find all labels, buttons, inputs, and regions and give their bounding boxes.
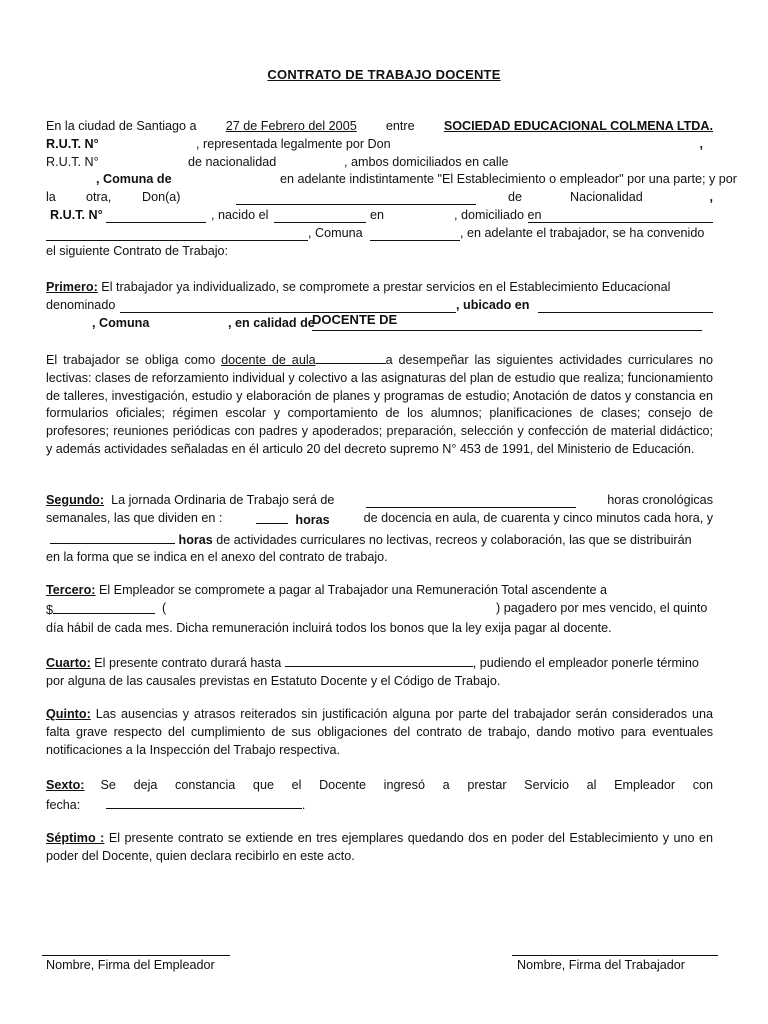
workday-text: La jornada Ordinaria de Trabajo será de [111,493,335,507]
hours-word: horas [295,512,330,527]
clause-tercero-heading: Tercero: [46,583,96,597]
birth-date-field[interactable] [274,209,366,223]
school-location-field[interactable] [538,299,713,313]
comma-mark: , [699,136,703,151]
non-teaching-hours-field[interactable] [50,530,175,544]
intro-paragraph [46,118,737,260]
establishment-text: en adelante indistintamente "El Establecimiento o empleador" por una parte; y por [280,172,737,187]
en-word: en [370,207,385,222]
worker-rut-field[interactable] [106,209,206,223]
teaching-hours-text: de docencia en aula, de cuarenta y cinco minutos cada hora, y [363,510,713,525]
hours-word-2: horas [178,532,213,547]
start-text: Se deja constancia que el Docente ingresó a prestar Servicio al Empleador con [100,778,713,792]
date-label: fecha: [46,797,81,812]
worker-intro-text: , en adelante el trabajador, se ha convenido [460,225,705,240]
subject-field[interactable] [312,317,702,331]
role-blank[interactable] [316,350,386,364]
clause-cuarto-heading: Cuarto: [46,656,91,670]
teacher-role-underlined: docente de aula [221,353,316,367]
dona-label: Don(a) [142,190,181,205]
copies-text: El presente contrato se extiende en tres ejemplares quedando dos en poder del Establecimiento y uno en poder del Docente, quien declara recibirlo en este acto. [46,831,714,863]
representative-rut-label: R.U.T. N° [46,154,99,169]
divided-text: semanales, las que dividen en : [46,510,223,525]
contract-date: 27 de Febrero del 2005 [225,119,357,133]
termination-text: , pudiendo el empleador ponerle término [472,656,699,670]
obligations-lead: El trabajador se obliga como [46,353,216,367]
worker-comuna-field[interactable] [370,227,460,241]
dollar-sign: $ [46,602,54,617]
address-continuation-field[interactable] [46,227,308,241]
payment-day-text: día hábil de cada mes. Dicha remuneración incluirá todos los bonos que la ley exija pagar al docente. [46,620,612,635]
comuna-label-3: , Comuna [92,315,150,330]
worker-rut-label: R.U.T. N° [50,207,103,222]
quality-label: , en calidad de [228,315,315,330]
worker-address-field[interactable] [528,209,713,223]
representative-text: , representada legalmente por Don [196,136,391,151]
weekly-hours-field[interactable] [366,494,576,508]
otra-word: otra, [86,190,112,205]
start-date-field[interactable] [106,795,302,809]
denominated-label: denominado [46,297,116,312]
clause-septimo [46,830,713,866]
clause-sexto-heading: Sexto: [46,778,85,792]
domiciled-label: , domiciliado en [454,207,542,222]
open-paren: ( [162,600,167,615]
intro-city-text: En la ciudad de Santiago a [46,119,197,133]
annex-text: en la forma que se indica en el anexo del contrato de trabajo. [46,550,388,565]
obligations-paragraph [46,350,713,459]
intro-between-text: entre [385,119,415,133]
salary-amount-field[interactable] [53,600,155,614]
employer-signature-label: Nombre, Firma del Empleador [46,958,215,972]
clause-segundo [46,492,713,567]
la-word: la [46,190,56,205]
clause-tercero [46,582,713,637]
docente-de-label: DOCENTE DE [312,311,398,327]
clause-primero-heading: Primero: [46,280,98,294]
comuna-label-2: , Comuna [308,225,363,240]
school-name-field[interactable] [120,299,456,313]
end-date-field[interactable] [285,653,473,667]
non-teaching-text: de actividades curriculares no lectivas, recreos y colaboración, las que se distribuirán [216,532,692,547]
clause-quinto-heading: Quinto: [46,707,91,721]
employer-signature-line[interactable] [42,955,230,956]
employer-name: SOCIEDAD EDUCACIONAL COLMENA LTDA. [443,119,713,133]
clause-cuarto [46,653,713,691]
teaching-hours-field[interactable] [256,510,288,524]
de-word: de [508,190,523,205]
obligations-lead-end: a desempeñar las siguientes actividades curriculares no [385,353,713,367]
comma-mark-2: , [709,190,713,205]
employer-rut-label: R.U.T. N° [46,136,99,151]
nationality-word: Nacionalidad [570,190,643,205]
clause-segundo-heading: Segundo: [46,493,105,507]
clause-quinto [46,706,713,759]
document-title: CONTRATO DE TRABAJO DOCENTE [267,67,501,82]
located-label: , ubicado en [456,297,530,312]
clause-septimo-heading: Séptimo : [46,831,105,845]
clause-primero [46,279,713,332]
chrono-hours-text: horas cronológicas [607,493,713,507]
domicile-label: , ambos domiciliados en calle [344,154,509,169]
nationality-label: de nacionalidad [188,154,277,169]
clause-primero-text: El trabajador ya individualizado, se compromete a prestar servicios en el Establecimiento Educacional [101,280,671,294]
worker-signature-label: Nombre, Firma del Trabajador [517,958,685,972]
absences-text: Las ausencias y atrasos reiterados sin justificación alguna por parte del trabajador serán considerados una falta grave respecto del cumplimiento de sus obligaciones del contrato de trabajo, dando motivo para eventuales notificaciones a la Inspección del Trabajo respectiva. [46,707,713,757]
comuna-label: , Comuna de [96,172,172,187]
payment-text: ) pagadero por mes vencido, el quinto [496,600,708,615]
causes-text: por alguna de las causales previstas en Estatuto Docente y el Código de Trabajo. [46,673,501,688]
born-label: , nacido el [211,207,269,222]
duration-text: El presente contrato durará hasta [94,656,282,670]
worker-name-field[interactable] [236,191,476,205]
clause-sexto [46,777,713,815]
salary-text: El Empleador se compromete a pagar al Trabajador una Remuneración Total ascendente a [98,583,607,597]
worker-signature-line[interactable] [512,955,718,956]
contract-intro-end: el siguiente Contrato de Trabajo: [46,243,229,258]
period-mark: . [301,797,306,812]
obligations-list: lectivas: clases de reforzamiento individual y colectivo a las asignaturas del plan de estudio que realiza; funcionamiento de talleres, investigación, estudio y elaboración de planes y programas de estudio; Anotación de datos y constancia en formularios oficiales; régimen escolar y comportamiento de los alumnos; planificaciones de clases; consejo de profesores; reuniones periódicas con padres y apoderados; preparación, selección y confección de material didáctico; y además actividades señaladas en él articulo 20 del decreto supremo N° 453 de 1991, del Ministerio de Educación. [46,370,713,456]
